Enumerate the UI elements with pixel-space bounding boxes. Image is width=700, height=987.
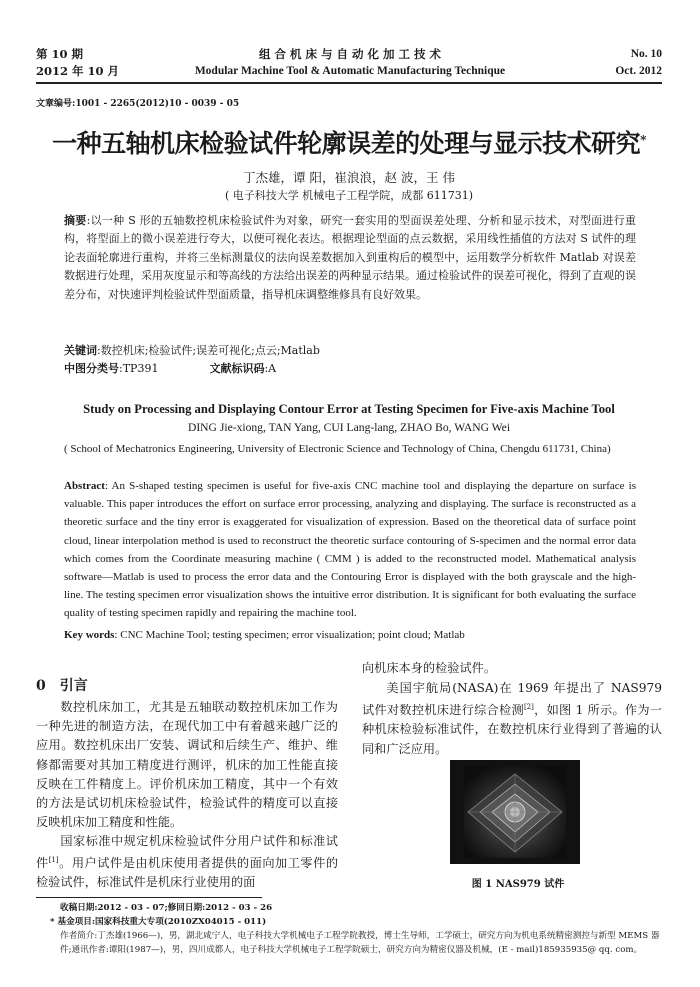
citation-2: [2] bbox=[523, 703, 534, 712]
header-rule bbox=[36, 82, 662, 84]
clc-label: 中图分类号 bbox=[64, 362, 119, 375]
paper-title-en: Study on Processing and Displaying Contour Error at Testing Specimen for Five-axis Machine Tool bbox=[83, 402, 615, 416]
abstract-cn-label: 摘要 bbox=[64, 214, 87, 227]
keywords-en bbox=[64, 626, 636, 644]
intro-paragraph-2 bbox=[36, 832, 338, 893]
header-center bbox=[150, 46, 550, 80]
figure-1-caption: 图 1 NAS979 试件 bbox=[471, 879, 565, 890]
article-number: 文章编号:1001 - 2265(2012)10 - 0039 - 05 bbox=[36, 99, 240, 109]
title-footnote-mark: * bbox=[640, 133, 646, 147]
intro-p2-text-a: 国家标准中规定机床检验试件分用户试件和标准试件 bbox=[36, 834, 338, 871]
abstract-en-label: Abstract bbox=[64, 480, 105, 492]
keywords-cn-text: :数控机床;检验试件;误差可视化;点云;Matlab bbox=[97, 344, 320, 357]
footnote-received: 收稿日期:2012 - 03 - 07;修回日期:2012 - 03 - 26 bbox=[60, 903, 273, 913]
right-col-paragraph-2 bbox=[362, 679, 662, 759]
footnote-fund: * 基金项目:国家科技重大专项(2010ZX04015 - 011) bbox=[50, 917, 267, 927]
right-p2-text-b: ，如图 1 所示。作为一种机床检验标准试件，在数控机床行业得到了普遍的认同和广泛应用。 bbox=[362, 703, 662, 756]
authors-en: DING Jie-xiong, TAN Yang, CUI Lang-lang, ZHAO Bo, WANG Wei bbox=[187, 421, 511, 434]
issue-en: No. 10 bbox=[630, 48, 662, 60]
abstract-cn bbox=[64, 212, 636, 304]
abstract-en-text: : An S-shaped testing specimen is useful for five-axis CNC machine tool and displaying the departure on surface is valuable. This paper introduces the effort on surface error processing, analyzing and displaying. The surface is reconstructed as a theoretic surface and the tiny error is exaggerated for visualization of expression. Based on the theoretical data of surface point cloud, linear interpolation method is used to reconstruct the theoretic surface contouring of S-specimen and the normal error data which comes from the Coordinate measuring machine ( CMM ) is added to the reconstructed model. Mathematical analysis software—Matlab is used to process the error data and the Contouring Error is displayed with the both grayscale and the high-line. The testing specimen error visualization shows the intuitive error distribution. It is significant for both evaluating the surface quality of testing specimen rapidly and repairing the machine tool. bbox=[64, 480, 636, 620]
right-p2-text-a: 美国宇航局(NASA)在 1969 年提出了 NAS979 试件对数控机床进行综合检测 bbox=[362, 681, 662, 718]
classification-line bbox=[64, 360, 636, 378]
footnote-rule bbox=[36, 897, 262, 898]
right-col-paragraph-1: 向机床本身的检验试件。 bbox=[362, 661, 497, 675]
figure-1-image bbox=[450, 760, 580, 864]
title-text: 一种五轴机床检验试件轮廓误差的处理与显示技术研究 bbox=[52, 129, 641, 158]
authors-cn: 丁杰雄，谭 阳，崔浪浪，赵 波，王 伟 bbox=[243, 170, 455, 185]
section-title: 引言 bbox=[59, 678, 88, 694]
header-right bbox=[560, 46, 662, 80]
affiliation-cn: ( 电子科技大学 机械电子工程学院，成都 611731) bbox=[224, 189, 474, 202]
journal-title-cn: 组 合 机 床 与 自 动 化 加 工 技 术 bbox=[258, 47, 442, 61]
header-left bbox=[36, 46, 156, 80]
journal-title-en: Modular Machine Tool & Automatic Manufacturing Technique bbox=[194, 65, 506, 77]
section-number: 0 bbox=[36, 678, 46, 694]
keywords-cn-label: 关键词 bbox=[64, 344, 97, 357]
abstract-en bbox=[64, 477, 636, 623]
section-heading bbox=[36, 675, 88, 695]
citation-1: [1] bbox=[48, 856, 59, 865]
intro-p2-text-b: 。用户试件是由机床使用者提供的面向加工零件的检验试件，标准试件是机床行业使用的面 bbox=[36, 856, 339, 890]
doc-code-value: :A bbox=[264, 362, 277, 375]
affiliation-en: ( School of Mechatronics Engineering, University of Electronic Science and Technology of China, Chengdu 611731, China) bbox=[64, 443, 611, 455]
intro-paragraph-1: 数控机床加工，尤其是五轴联动数控机床加工作为一种先进的制造方法，在现代加工中有着越来越广泛的应用。数控机床出厂安装、调试和后续生产、维护、维修都需要对其加工精度进行测评，机床的加工性能直接反映在工件精度上。评价机床加工精度，其中一个有效的方法是试切机床检验试件，检验试件的精度可以直接反映机床加工精度和性能。 bbox=[36, 700, 338, 830]
issue-cn: 第 10 期 bbox=[36, 47, 84, 61]
doc-code-label: 文献标识码 bbox=[209, 362, 265, 375]
date-cn: 2012 年 10 月 bbox=[36, 64, 120, 78]
keywords-en-text: : CNC Machine Tool; testing specimen; error visualization; point cloud; Matlab bbox=[114, 629, 465, 641]
paper-title-cn bbox=[36, 128, 662, 160]
date-en: Oct. 2012 bbox=[615, 65, 662, 77]
abstract-cn-text: :以一种 S 形的五轴数控机床检验试件为对象，研究一套实用的型面误差处理、分析和显示技术，对型面进行重构，将型面上的微小误差进行夸大，以便可视化表达。根据理论型面的点云数据，采用线性插值的方法对 S 试件的理论表面轮廓进行重构，并将三坐标测量仪的法向误差数据加入到重构后的模型中，运用数学分析软件 Matlab 对误差数据进行处理，采用灰度显示和等高线的方法给出误差的两种显示结果。通过检验试件的误差可视化，得到了直观的误差分布，对快速评判检验试件型面质量，指导机床调整维修具有良好效果。 bbox=[64, 214, 637, 301]
keywords-en-label: Key words bbox=[64, 629, 115, 641]
clc-value: :TP391 bbox=[119, 362, 159, 375]
nas979-specimen-picture bbox=[450, 760, 580, 864]
keywords-cn bbox=[64, 342, 636, 360]
footnote-author-info: 作者简介:丁杰雄(1966—)，男，湖北咸宁人，电子科技大学机械电子工程学院教授，博士生导师，工学硕士，研究方向为机电系统精密测控与新型 MEMS 器件;通讯作者:谭阳(1987—)，男，四川成都人，电子科技大学机械电子工程学院硕士，研究方向为精密仪器及机械，(E - mail)185935935@ qq. com。 bbox=[60, 931, 660, 955]
